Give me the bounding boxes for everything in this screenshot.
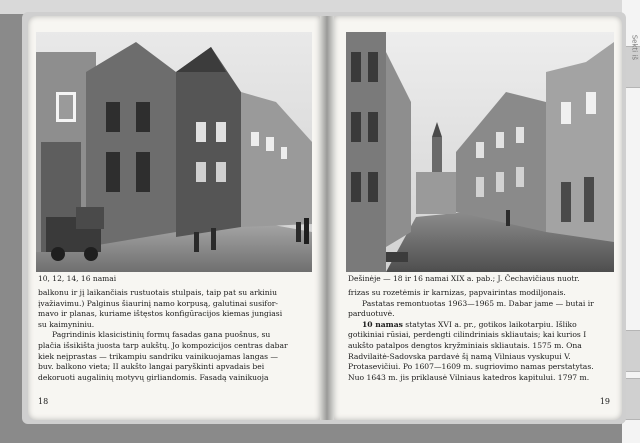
photo-caption: 10, 12, 14, 16 namai — [38, 274, 117, 283]
body-text — [348, 288, 612, 383]
house-heading: 10 namas — [362, 319, 403, 329]
text-line: Nuo 1643 m. jis priklausė Vilniaus katedros kapitului. 1797 m. — [348, 372, 590, 382]
sidebar-tab-label: Sekti iš — [630, 34, 638, 60]
text-line — [348, 320, 612, 331]
text-line: frizas su rozetėmis ir karnizas, papvairintas modiljonais. — [348, 288, 566, 297]
text-line: parduotuvė. — [348, 309, 395, 319]
page-number: 19 — [599, 397, 610, 406]
text-line: kiek neįprastas — trikampiu sandriku vainikuojamas langas — — [38, 351, 279, 361]
text-span: statytas XVI a. pr., gotikos laikotarpiu. Išliko — [402, 319, 577, 329]
body-text — [38, 288, 310, 383]
text-line: dekoruoti augalinių motyvų girliandomis. Fasadą vainikuoja — [38, 372, 269, 382]
street-photo-left — [36, 32, 312, 272]
photo-illustration — [36, 32, 312, 272]
street-photo-right — [346, 32, 614, 272]
text-line: Pagrindinis klasicistinių formų fasadas gana puošnus, su — [52, 330, 271, 340]
left-page — [28, 16, 320, 420]
text-line: Radvilaitė-Sadovska pardavė šį namą Vilniaus vyskupui V. — [348, 351, 571, 361]
photo-illustration — [346, 32, 614, 272]
text-line: Pastatas remontuotas 1963—1965 m. Dabar jame — butai ir — [362, 298, 594, 308]
text-line: su kaimyniniu. — [38, 319, 95, 329]
right-page — [334, 16, 622, 420]
text-line: aukšto patalpos dengtos kryžminiais skliautais. 1575 m. Ona — [348, 340, 582, 350]
text-line: mavo ir planas, kuriame ištęstos konfigūracijos kiemas jungiasi — [38, 309, 283, 319]
text-line: gotikiniai rūsiai, perdengti cilindriniais skliautais; kai kurios I — [348, 330, 587, 340]
text-line: Protasevičiui. Po 1607—1609 m. sugriovimo namas perstatytas. — [348, 362, 594, 372]
photo-caption: Dešinėje — 18 ir 16 namai XIX a. pab.; J. Čechavičiaus nuotr. — [348, 274, 580, 283]
sidebar-tab[interactable] — [625, 330, 640, 372]
page-number: 18 — [38, 397, 49, 406]
sidebar-tab[interactable] — [625, 378, 640, 420]
text-line: įvažiavimu.) Palginus šiaurinį namo korpusą, galutinai susifor- — [38, 298, 278, 308]
text-line: buv. balkono vieta; II aukšto langai paryškinti apvadais bei — [38, 362, 265, 372]
book-spread — [22, 12, 626, 424]
text-line: balkonu ir jį laikančiais rustuotais stulpais, taip pat su arkiniu — [38, 288, 278, 297]
text-line: plačia išsikišta juosta tarp aukštų. Jo kompozicijos centras dabar — [38, 340, 288, 350]
book-gutter — [320, 16, 334, 420]
